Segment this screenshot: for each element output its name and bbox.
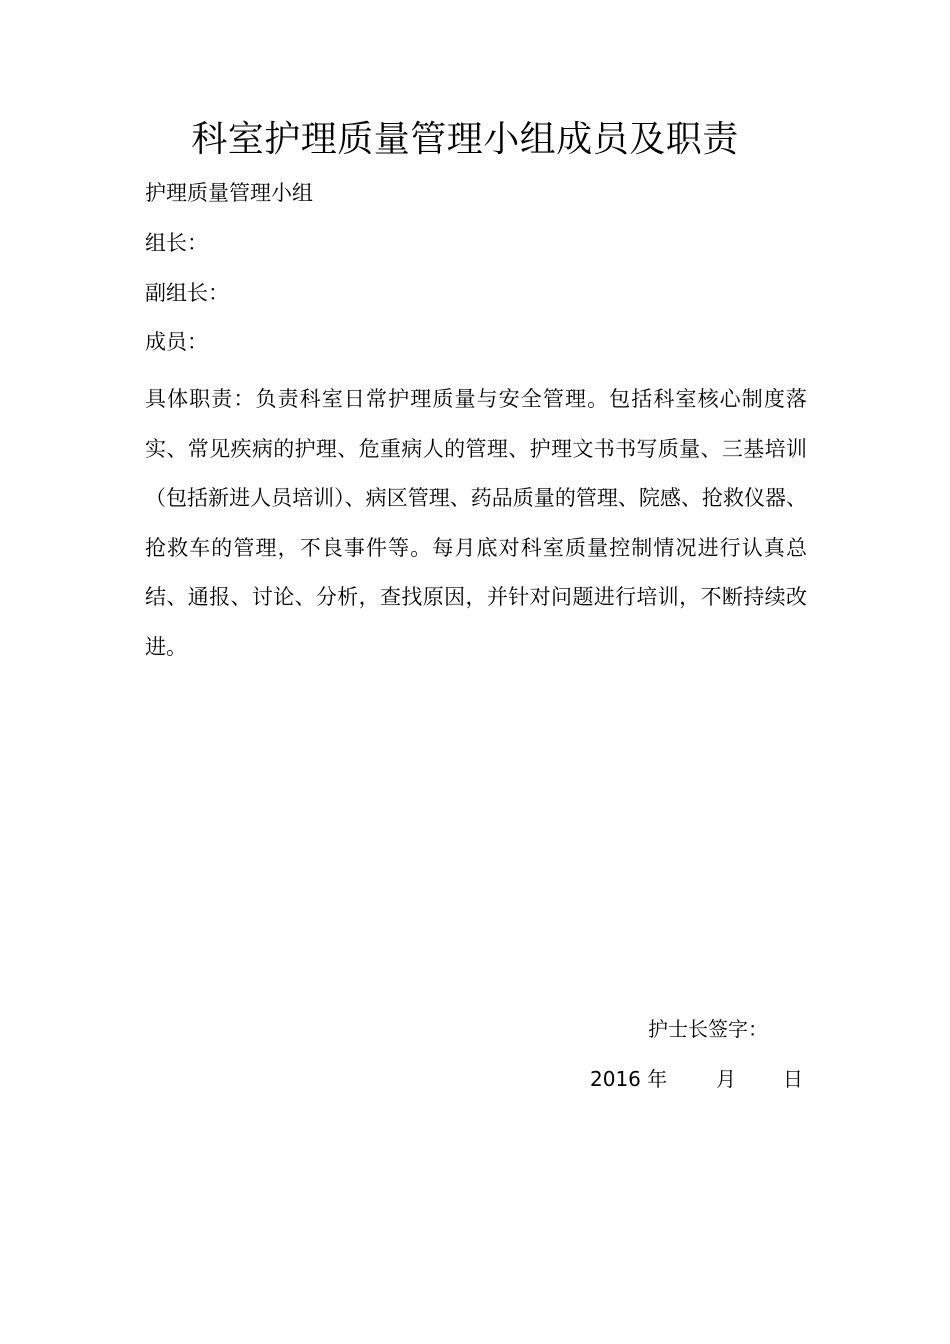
- members-label: 成员：: [145, 330, 208, 354]
- document-title: 科室护理质量管理小组成员及职责: [191, 119, 739, 160]
- head-nurse-signature-label: 护士长签字：: [648, 1017, 768, 1041]
- date-day: 日: [783, 1067, 803, 1091]
- leader-label: 组长：: [145, 231, 208, 255]
- date-month: 月: [716, 1067, 736, 1091]
- group-name: 护理质量管理小组: [145, 181, 313, 205]
- date-year: 2016 年: [590, 1067, 668, 1091]
- duties-paragraph: 具体职责：负责科室日常护理质量与安全管理。包括科室核心制度落实、常见疾病的护理、危重病人的管理、护理文书书写质量、三基培训（包括新进人员培训）、病区管理、药品质量的管理、院感、抢救仪器、抢救车的管理，不良事件等。每月底对科室质量控制情况进行认真总结、通报、讨论、分析，查找原因，并针对问题进行培训，不断持续改进。: [145, 387, 807, 659]
- deputy-leader-label: 副组长：: [145, 281, 229, 305]
- signature-date: [0, 1064, 950, 1094]
